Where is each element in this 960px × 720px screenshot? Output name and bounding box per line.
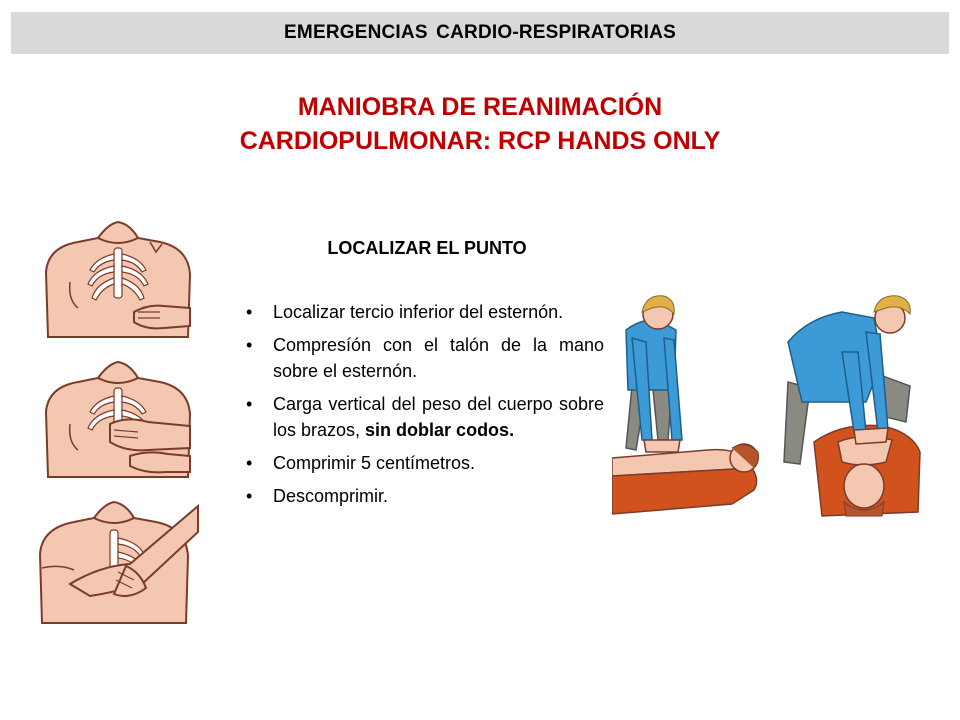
- slide-title: [0, 90, 960, 158]
- bullet-text: Descomprimir.: [273, 486, 389, 506]
- torso-interlaced-hands-icon: [30, 488, 200, 628]
- rescuer-kneeling-side-icon: [612, 290, 772, 522]
- bullet-text: Carga vertical del peso del cuerpo sobre los brazos,: [273, 394, 604, 440]
- bullet-list: [244, 299, 604, 516]
- bullet-dot: •: [246, 394, 253, 414]
- list-item: [244, 391, 604, 443]
- slide-title-line-1: MANIOBRA DE REANIMACIÓN: [297, 93, 663, 121]
- bullet-text: Localizar tercio inferior del esternón.: [273, 302, 564, 322]
- list-item: [244, 332, 604, 384]
- header-title: EMERGENCIAS CARDIO-RESPIRATORIAS: [284, 22, 676, 43]
- list-item: [244, 483, 604, 509]
- bullet-dot: •: [246, 486, 253, 506]
- torso-locate-sternum-icon: [38, 212, 198, 342]
- bullet-dot: •: [246, 302, 253, 322]
- bullet-text: Comprimir 5 centímetros.: [273, 453, 476, 473]
- bullet-text-bold: sin doblar codos.: [365, 420, 515, 440]
- slide-title-line-2: CARDIOPULMONAR: RCP HANDS ONLY: [239, 127, 721, 155]
- rescuer-kneeling-front-icon: [782, 292, 932, 524]
- list-item: [244, 450, 604, 476]
- list-item: [244, 299, 604, 325]
- header-bar: [11, 12, 949, 54]
- torso-hand-placement-icon: [38, 352, 198, 482]
- section-title: LOCALIZAR EL PUNTO: [327, 238, 527, 258]
- bullet-dot: •: [246, 453, 253, 473]
- bullet-text: Compresíón con el talón de la mano sobre el esternón.: [273, 335, 604, 381]
- bullet-dot: •: [246, 335, 253, 355]
